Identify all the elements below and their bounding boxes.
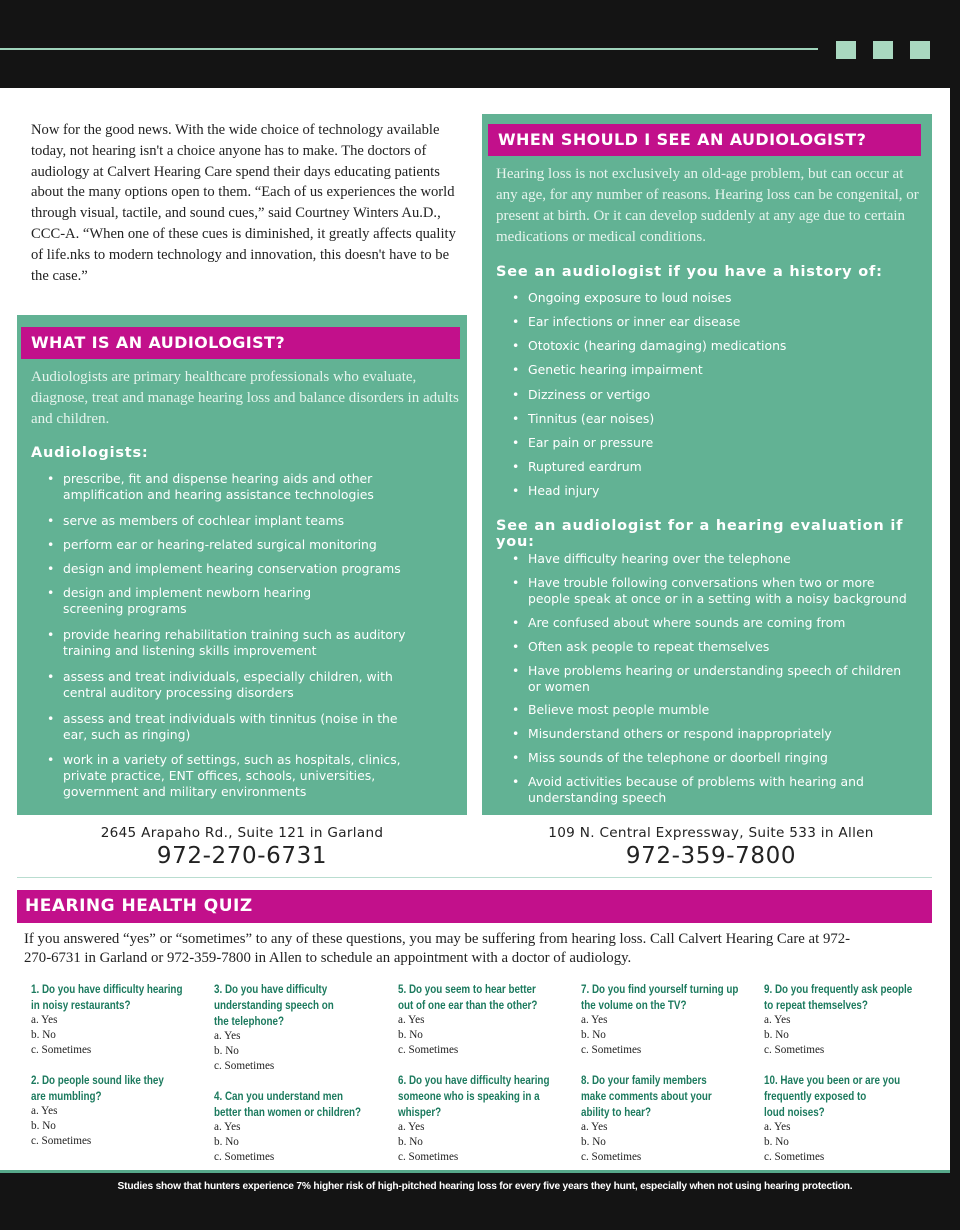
quiz-option: c. Sometimes [31,1135,92,1148]
quiz-option: b. No [581,1136,606,1149]
location-address: 2645 Arapaho Rd., Suite 121 in Garland [100,825,384,841]
quiz-question-text: 4. Can you understand men better than women or children? [214,1089,362,1119]
list-item: • Ototoxic (hearing damaging) medications [512,338,786,354]
list-item: • Avoid activities because of problems with hearing and understanding speech [512,774,864,806]
list-item: • Believe most people mumble [512,702,709,718]
quiz-question [214,1088,392,1166]
list-item: • Are confused about where sounds are coming from [512,615,845,631]
panel-heading: WHEN SHOULD I SEE AN AUDIOLOGIST? [488,124,921,156]
list-item: • Dizziness or vertigo [512,387,650,403]
decor-square [836,41,856,59]
location-allen [536,825,886,869]
panel-heading: WHAT IS AN AUDIOLOGIST? [21,327,460,359]
quiz-option: b. No [398,1136,423,1149]
list-item: • Have trouble following conversations when two or more people speak at once or in a setting with a noisy background [512,575,907,607]
list-item: • Ear infections or inner ear disease [512,314,740,330]
panel-description: Audiologists are primary healthcare professionals who evaluate, diagnose, treat and manage hearing loss and balance disorders in adults and children. [31,369,459,427]
quiz-question-text: 6. Do you have difficulty hearing someone who is speaking in a whisper? [398,1073,550,1119]
quiz-question-text: 10. Have you been or are you frequently exposed to loud noises? [764,1073,901,1119]
list-item: • provide hearing rehabilitation training such as auditory training and listening skills improvement [47,627,405,659]
quiz-option: b. No [214,1136,239,1149]
quiz-option: b. No [214,1045,239,1058]
location-phone[interactable]: 972-270-6731 [156,843,328,869]
quiz-question-text: 7. Do you find yourself turning up the volume on the TV? [581,982,739,1012]
quiz-option: a. Yes [398,1121,425,1133]
list-item: • Ear pain or pressure [512,435,653,451]
quiz-heading: HEARING HEALTH QUIZ [17,890,932,923]
list-item: • serve as members of cochlear implant teams [47,513,344,529]
quiz-option: c. Sometimes [581,1151,642,1164]
list-item: • Miss sounds of the telephone or doorbell ringing [512,750,828,766]
quiz-question-text: 3. Do you have difficulty understanding speech on the telephone? [214,982,334,1028]
quiz-option: b. No [31,1120,56,1133]
list-item: • assess and treat individuals with tinnitus (noise in the ear, such as ringing) [47,711,398,743]
list-item: • Have problems hearing or understanding speech of children or women [512,663,901,695]
list-item: • design and implement newborn hearing screening programs [47,585,311,617]
panel-description: Hearing loss is not exclusively an old-age problem, but can occur at any age, for any number of reasons. Hearing loss can be congenital, or present at birth. Or it can develop suddenly at any age due to certain medications or medical conditions. [496,166,919,245]
quiz-option: a. Yes [398,1014,425,1026]
quiz-question-text: 8. Do your family members make comments about your ability to hear? [581,1073,712,1119]
list-item: • Ruptured eardrum [512,459,642,475]
quiz-option: a. Yes [764,1121,791,1133]
quiz-question-text: 2. Do people sound like they are mumbling? [31,1073,164,1103]
quiz-question [581,1072,759,1166]
quiz-question [214,981,392,1075]
list-item: • Head injury [512,483,599,499]
panel-subheading: Audiologists: [31,445,149,461]
quiz-option: a. Yes [581,1014,608,1026]
footer-fact: Studies show that hunters experience 7% higher risk of high-pitched hearing loss for every five years they hunt, especially when not using hearing protection. [117,1181,853,1192]
divider [17,877,932,878]
quiz-option: a. Yes [214,1121,241,1133]
quiz-option: c. Sometimes [214,1151,275,1164]
quiz-option: a. Yes [31,1014,58,1026]
right-edge-bar [950,88,960,1182]
quiz-intro: If you answered “yes” or “sometimes” to any of these questions, you may be suffering from hearing loss. Call Calvert Hearing Care at 972-270-6731 in Garland or 972-359-7800 in Allen to schedule an appointment with a doctor of audiology. [24,931,851,966]
quiz-option: c. Sometimes [398,1151,459,1164]
list-item: • Tinnitus (ear noises) [512,411,654,427]
header-band [0,0,960,88]
list-item: • design and implement hearing conservation programs [47,561,401,577]
quiz-question [398,1072,576,1166]
quiz-option: a. Yes [764,1014,791,1026]
list-item: • assess and treat individuals, especially children, with central auditory processing disorders [47,669,393,701]
quiz-question [31,981,209,1059]
quiz-option: a. Yes [31,1105,58,1117]
quiz-question-text: 9. Do you frequently ask people to repeat themselves? [764,982,913,1012]
list-item: • Genetic hearing impairment [512,362,703,378]
list-item: • prescribe, fit and dispense hearing aids and other amplification and hearing assistance technologies [47,471,374,503]
quiz-option: b. No [31,1029,56,1042]
quiz-option: b. No [764,1136,789,1149]
list-item: • Ongoing exposure to loud noises [512,290,732,306]
location-phone[interactable]: 972-359-7800 [625,843,797,869]
quiz-option: c. Sometimes [214,1060,275,1073]
quiz-option: c. Sometimes [764,1151,825,1164]
quiz-question [398,981,576,1059]
when-to-see-panel [482,114,932,815]
quiz-question-text: 5. Do you seem to hear better out of one ear than the other? [398,982,538,1012]
location-address: 109 N. Central Expressway, Suite 533 in Allen [548,825,874,841]
list-item: • Have difficulty hearing over the telephone [512,551,791,567]
quiz-option: c. Sometimes [581,1044,642,1057]
quiz-option: b. No [581,1029,606,1042]
quiz-question [31,1072,209,1150]
quiz-option: b. No [764,1029,789,1042]
list-item: • Often ask people to repeat themselves [512,639,769,655]
quiz-option: c. Sometimes [398,1044,459,1057]
evaluation-subheading: See an audiologist for a hearing evaluation if you: [496,518,904,550]
decor-square [910,41,930,59]
quiz-option: c. Sometimes [764,1044,825,1057]
quiz-question [764,1072,942,1166]
list-item: • perform ear or hearing-related surgical monitoring [47,537,377,553]
quiz-question [581,981,759,1059]
list-item: • work in a variety of settings, such as hospitals, clinics, private practice, ENT offices, schools, universities, government and military environments [47,752,401,800]
quiz-option: c. Sometimes [31,1044,92,1057]
decor-square [873,41,893,59]
quiz-option: b. No [398,1029,423,1042]
intro-paragraph: Now for the good news. With the wide choice of technology available today, not hearing isn't a choice anyone has to make. The doctors of audiology at Calvert Hearing Care spend their days educating patients about the many options open to them. “Each of us experiences the world through visual, tactile, and sound cues,” said Courtney Winters Au.D., CCC-A. “When one of these cues is diminished, it greatly affects quality of life.nks to modern technology and innovation, this doesn't have to be the case.” [31,122,456,284]
list-item: • Misunderstand others or respond inappropriately [512,726,832,742]
what-is-audiologist-panel [17,315,467,815]
location-garland [92,825,392,869]
history-subheading: See an audiologist if you have a history of: [496,264,883,280]
quiz-question [764,981,942,1059]
quiz-option: a. Yes [214,1030,241,1042]
header-rule [0,48,818,50]
quiz-option: a. Yes [581,1121,608,1133]
quiz-question-text: 1. Do you have difficulty hearing in noisy restaurants? [31,982,183,1012]
